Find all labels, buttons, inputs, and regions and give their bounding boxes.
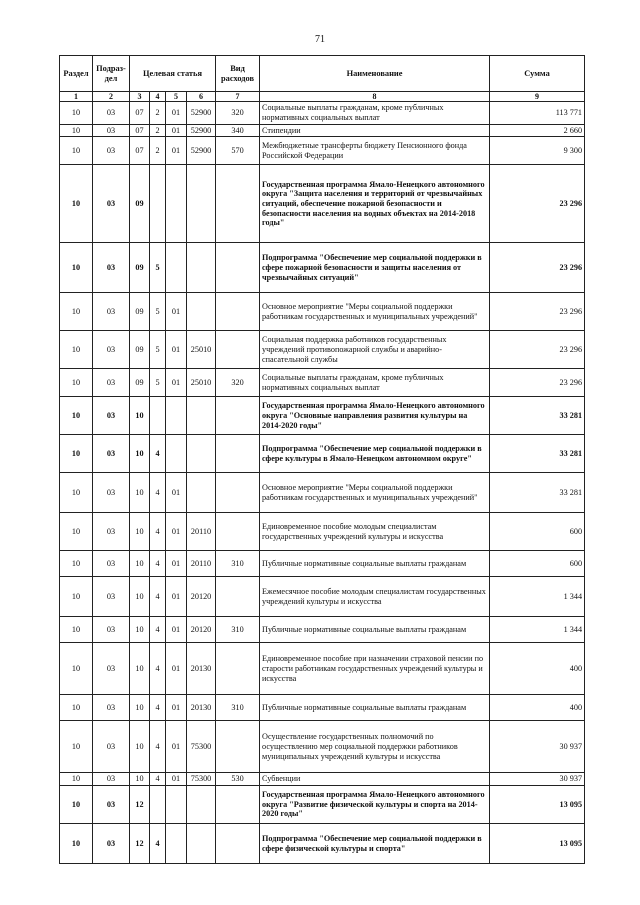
program-code-cell: 10: [130, 643, 150, 695]
podrazdel-cell: 03: [93, 577, 130, 617]
razdel-cell: 10: [60, 165, 93, 243]
event-code-cell: 01: [166, 721, 187, 773]
event-code-cell: 01: [166, 513, 187, 551]
event-code-cell: 01: [166, 369, 187, 397]
subprogram-code-cell: 4: [150, 473, 166, 513]
column-number: 2: [93, 92, 130, 102]
name-cell: Ежемесячное пособие молодым специалистам государственных учреждений культуры и искусства: [260, 577, 490, 617]
program-code-cell: 10: [130, 773, 150, 786]
razdel-cell: 10: [60, 473, 93, 513]
subprogram-code-cell: 5: [150, 243, 166, 293]
table-row: [60, 551, 585, 577]
program-code-cell: 10: [130, 513, 150, 551]
podrazdel-cell: 03: [93, 331, 130, 369]
expense-type-cell: [216, 331, 260, 369]
direction-code-cell: 52900: [187, 102, 216, 124]
expense-type-cell: [216, 435, 260, 473]
podrazdel-cell: 03: [93, 617, 130, 643]
table-row: [60, 435, 585, 473]
table-row: [60, 617, 585, 643]
podrazdel-cell: 03: [93, 473, 130, 513]
subprogram-code-cell: [150, 165, 166, 243]
table-row: [60, 695, 585, 721]
name-cell: Социальные выплаты гражданам, кроме публичных нормативных социальных выплат: [260, 369, 490, 397]
table-row: [60, 773, 585, 786]
name-cell: Межбюджетные трансферты бюджету Пенсионного фонда Российской Федерации: [260, 137, 490, 165]
direction-code-cell: [187, 824, 216, 864]
event-code-cell: 01: [166, 473, 187, 513]
name-cell: Публичные нормативные социальные выплаты гражданам: [260, 617, 490, 643]
name-cell: Подпрограмма "Обеспечение мер социальной поддержки в сфере физической культуры и спорта": [260, 824, 490, 864]
sum-cell: 13 095: [490, 824, 585, 864]
name-cell: Социальная поддержка работников государственных учреждений противопожарной службы и аварийно-спасательной службы: [260, 331, 490, 369]
header-podrazdel: Подраз-дел: [93, 56, 130, 92]
direction-code-cell: [187, 293, 216, 331]
program-code-cell: 10: [130, 577, 150, 617]
name-cell: Государственная программа Ямало-Ненецкого автономного округа "Защита населения и территорий от чрезвычайных ситуаций, обеспечение пожарной безопасности и безопасности населения на водных объектах на 2014-2018 годы": [260, 165, 490, 243]
column-number: 8: [260, 92, 490, 102]
event-code-cell: [166, 243, 187, 293]
expense-type-cell: [216, 243, 260, 293]
expense-type-cell: [216, 824, 260, 864]
event-code-cell: 01: [166, 293, 187, 331]
direction-code-cell: 25010: [187, 331, 216, 369]
event-code-cell: [166, 824, 187, 864]
direction-code-cell: [187, 165, 216, 243]
program-code-cell: 10: [130, 435, 150, 473]
header-razdel: Раздел: [60, 56, 93, 92]
razdel-cell: 10: [60, 137, 93, 165]
program-code-cell: 07: [130, 102, 150, 124]
expense-type-cell: 310: [216, 617, 260, 643]
column-number: 3: [130, 92, 150, 102]
direction-code-cell: 20120: [187, 577, 216, 617]
podrazdel-cell: 03: [93, 293, 130, 331]
expense-type-cell: [216, 165, 260, 243]
program-code-cell: 09: [130, 165, 150, 243]
podrazdel-cell: 03: [93, 243, 130, 293]
program-code-cell: 12: [130, 824, 150, 864]
podrazdel-cell: 03: [93, 165, 130, 243]
direction-code-cell: [187, 435, 216, 473]
event-code-cell: 01: [166, 551, 187, 577]
sum-cell: 400: [490, 643, 585, 695]
direction-code-cell: 75300: [187, 721, 216, 773]
table-row: [60, 293, 585, 331]
table-row: [60, 473, 585, 513]
event-code-cell: [166, 786, 187, 824]
subprogram-code-cell: 5: [150, 293, 166, 331]
event-code-cell: 01: [166, 695, 187, 721]
subprogram-code-cell: 4: [150, 551, 166, 577]
sum-cell: 33 281: [490, 435, 585, 473]
event-code-cell: [166, 397, 187, 435]
program-code-cell: 10: [130, 617, 150, 643]
podrazdel-cell: 03: [93, 786, 130, 824]
razdel-cell: 10: [60, 824, 93, 864]
name-cell: Основное мероприятие "Меры социальной поддержки работникам государственных и муниципальных учреждений": [260, 473, 490, 513]
name-cell: Единовременное пособие молодым специалистам государственных учреждений культуры и искусства: [260, 513, 490, 551]
event-code-cell: 01: [166, 331, 187, 369]
table-body: [60, 102, 585, 864]
name-cell: Единовременное пособие при назначении страховой пенсии по старости работникам государственных учреждений культуры и искусства: [260, 643, 490, 695]
name-cell: Публичные нормативные социальные выплаты гражданам: [260, 695, 490, 721]
podrazdel-cell: 03: [93, 369, 130, 397]
podrazdel-cell: 03: [93, 137, 130, 165]
program-code-cell: 09: [130, 243, 150, 293]
name-cell: Осуществление государственных полномочий по осуществлению мер социальной поддержки работников муниципальных учреждений культуры и искусства: [260, 721, 490, 773]
subprogram-code-cell: 5: [150, 369, 166, 397]
table-row: [60, 721, 585, 773]
razdel-cell: 10: [60, 695, 93, 721]
sum-cell: 33 281: [490, 473, 585, 513]
sum-cell: 23 296: [490, 293, 585, 331]
razdel-cell: 10: [60, 786, 93, 824]
direction-code-cell: 20120: [187, 617, 216, 643]
subprogram-code-cell: [150, 397, 166, 435]
subprogram-code-cell: 4: [150, 824, 166, 864]
expense-type-cell: [216, 643, 260, 695]
direction-code-cell: 20110: [187, 551, 216, 577]
table-row: [60, 643, 585, 695]
podrazdel-cell: 03: [93, 695, 130, 721]
direction-code-cell: [187, 243, 216, 293]
podrazdel-cell: 03: [93, 513, 130, 551]
subprogram-code-cell: 4: [150, 643, 166, 695]
event-code-cell: [166, 165, 187, 243]
direction-code-cell: [187, 397, 216, 435]
budget-table: [59, 55, 585, 864]
header-row: [60, 56, 585, 92]
direction-code-cell: [187, 473, 216, 513]
program-code-cell: 09: [130, 369, 150, 397]
header-sum: Сумма: [490, 56, 585, 92]
program-code-cell: 10: [130, 397, 150, 435]
sum-cell: 600: [490, 513, 585, 551]
program-code-cell: 10: [130, 721, 150, 773]
name-cell: Подпрограмма "Обеспечение мер социальной поддержки в сфере культуры в Ямало-Ненецком автономном округе": [260, 435, 490, 473]
event-code-cell: 01: [166, 124, 187, 137]
podrazdel-cell: 03: [93, 435, 130, 473]
page-number: 71: [315, 34, 325, 45]
expense-type-cell: 530: [216, 773, 260, 786]
direction-code-cell: 20110: [187, 513, 216, 551]
podrazdel-cell: 03: [93, 102, 130, 124]
razdel-cell: 10: [60, 102, 93, 124]
table-row: [60, 137, 585, 165]
direction-code-cell: 52900: [187, 137, 216, 165]
column-number: 9: [490, 92, 585, 102]
expense-type-cell: 340: [216, 124, 260, 137]
podrazdel-cell: 03: [93, 824, 130, 864]
direction-code-cell: 52900: [187, 124, 216, 137]
expense-type-cell: [216, 786, 260, 824]
subprogram-code-cell: 4: [150, 695, 166, 721]
header-name: Наименование: [260, 56, 490, 92]
sum-cell: 2 660: [490, 124, 585, 137]
expense-type-cell: [216, 577, 260, 617]
direction-code-cell: 20130: [187, 643, 216, 695]
podrazdel-cell: 03: [93, 721, 130, 773]
podrazdel-cell: 03: [93, 397, 130, 435]
table-row: [60, 397, 585, 435]
name-cell: Основное мероприятие "Меры социальной поддержки работникам государственных и муниципальных учреждений": [260, 293, 490, 331]
razdel-cell: 10: [60, 293, 93, 331]
sum-cell: 23 296: [490, 369, 585, 397]
table-row: [60, 124, 585, 137]
subprogram-code-cell: 4: [150, 721, 166, 773]
razdel-cell: 10: [60, 643, 93, 695]
table-row: [60, 513, 585, 551]
expense-type-cell: 310: [216, 551, 260, 577]
program-code-cell: 09: [130, 293, 150, 331]
sum-cell: 600: [490, 551, 585, 577]
column-number: 6: [187, 92, 216, 102]
name-cell: Субвенции: [260, 773, 490, 786]
razdel-cell: 10: [60, 513, 93, 551]
program-code-cell: 10: [130, 473, 150, 513]
program-code-cell: 12: [130, 786, 150, 824]
event-code-cell: 01: [166, 577, 187, 617]
direction-code-cell: 20130: [187, 695, 216, 721]
razdel-cell: 10: [60, 124, 93, 137]
razdel-cell: 10: [60, 773, 93, 786]
event-code-cell: 01: [166, 617, 187, 643]
name-cell: Государственная программа Ямало-Ненецкого автономного округа "Основные направления развития культуры на 2014-2020 годы": [260, 397, 490, 435]
expense-type-cell: [216, 721, 260, 773]
sum-cell: 9 300: [490, 137, 585, 165]
subprogram-code-cell: 2: [150, 137, 166, 165]
direction-code-cell: [187, 786, 216, 824]
subprogram-code-cell: 4: [150, 513, 166, 551]
subprogram-code-cell: 4: [150, 773, 166, 786]
subprogram-code-cell: [150, 786, 166, 824]
expense-type-cell: [216, 513, 260, 551]
program-code-cell: 07: [130, 124, 150, 137]
table-row: [60, 786, 585, 824]
direction-code-cell: 25010: [187, 369, 216, 397]
razdel-cell: 10: [60, 617, 93, 643]
event-code-cell: [166, 435, 187, 473]
sum-cell: 1 344: [490, 617, 585, 643]
name-cell: Социальные выплаты гражданам, кроме публичных нормативных социальных выплат: [260, 102, 490, 124]
event-code-cell: 01: [166, 137, 187, 165]
header-target: Целевая статья: [130, 56, 216, 92]
program-code-cell: 09: [130, 331, 150, 369]
razdel-cell: 10: [60, 551, 93, 577]
table-row: [60, 243, 585, 293]
column-number: 7: [216, 92, 260, 102]
table-row: [60, 331, 585, 369]
razdel-cell: 10: [60, 369, 93, 397]
header-vid: Вид расходов: [216, 56, 260, 92]
expense-type-cell: [216, 397, 260, 435]
column-number: 1: [60, 92, 93, 102]
razdel-cell: 10: [60, 331, 93, 369]
expense-type-cell: [216, 293, 260, 331]
column-number: 5: [166, 92, 187, 102]
sum-cell: 30 937: [490, 721, 585, 773]
event-code-cell: 01: [166, 643, 187, 695]
sum-cell: 1 344: [490, 577, 585, 617]
name-cell: Государственная программа Ямало-Ненецкого автономного округа "Развитие физической культуры и спорта на 2014-2020 годы": [260, 786, 490, 824]
event-code-cell: 01: [166, 102, 187, 124]
subprogram-code-cell: 4: [150, 617, 166, 643]
podrazdel-cell: 03: [93, 124, 130, 137]
column-number: 4: [150, 92, 166, 102]
subprogram-code-cell: 5: [150, 331, 166, 369]
program-code-cell: 10: [130, 695, 150, 721]
razdel-cell: 10: [60, 397, 93, 435]
table-row: [60, 824, 585, 864]
subprogram-code-cell: 4: [150, 435, 166, 473]
subprogram-code-cell: 2: [150, 102, 166, 124]
table-row: [60, 102, 585, 124]
razdel-cell: 10: [60, 577, 93, 617]
razdel-cell: 10: [60, 435, 93, 473]
expense-type-cell: [216, 473, 260, 513]
name-cell: Стипендии: [260, 124, 490, 137]
expense-type-cell: 570: [216, 137, 260, 165]
name-cell: Публичные нормативные социальные выплаты гражданам: [260, 551, 490, 577]
subprogram-code-cell: 4: [150, 577, 166, 617]
sum-cell: 23 296: [490, 165, 585, 243]
table-row: [60, 577, 585, 617]
program-code-cell: 10: [130, 551, 150, 577]
podrazdel-cell: 03: [93, 773, 130, 786]
podrazdel-cell: 03: [93, 643, 130, 695]
razdel-cell: 10: [60, 243, 93, 293]
sum-cell: 23 296: [490, 243, 585, 293]
subprogram-code-cell: 2: [150, 124, 166, 137]
program-code-cell: 07: [130, 137, 150, 165]
sum-cell: 113 771: [490, 102, 585, 124]
table-row: [60, 165, 585, 243]
expense-type-cell: 320: [216, 369, 260, 397]
table-row: [60, 369, 585, 397]
sum-cell: 23 296: [490, 331, 585, 369]
expense-type-cell: 310: [216, 695, 260, 721]
name-cell: Подпрограмма "Обеспечение мер социальной поддержки в сфере пожарной безопасности и защиты населения от чрезвычайных ситуаций": [260, 243, 490, 293]
direction-code-cell: 75300: [187, 773, 216, 786]
event-code-cell: 01: [166, 773, 187, 786]
razdel-cell: 10: [60, 721, 93, 773]
expense-type-cell: 320: [216, 102, 260, 124]
sum-cell: 33 281: [490, 397, 585, 435]
sum-cell: 13 095: [490, 786, 585, 824]
podrazdel-cell: 03: [93, 551, 130, 577]
column-number-row: [60, 92, 585, 102]
sum-cell: 400: [490, 695, 585, 721]
sum-cell: 30 937: [490, 773, 585, 786]
